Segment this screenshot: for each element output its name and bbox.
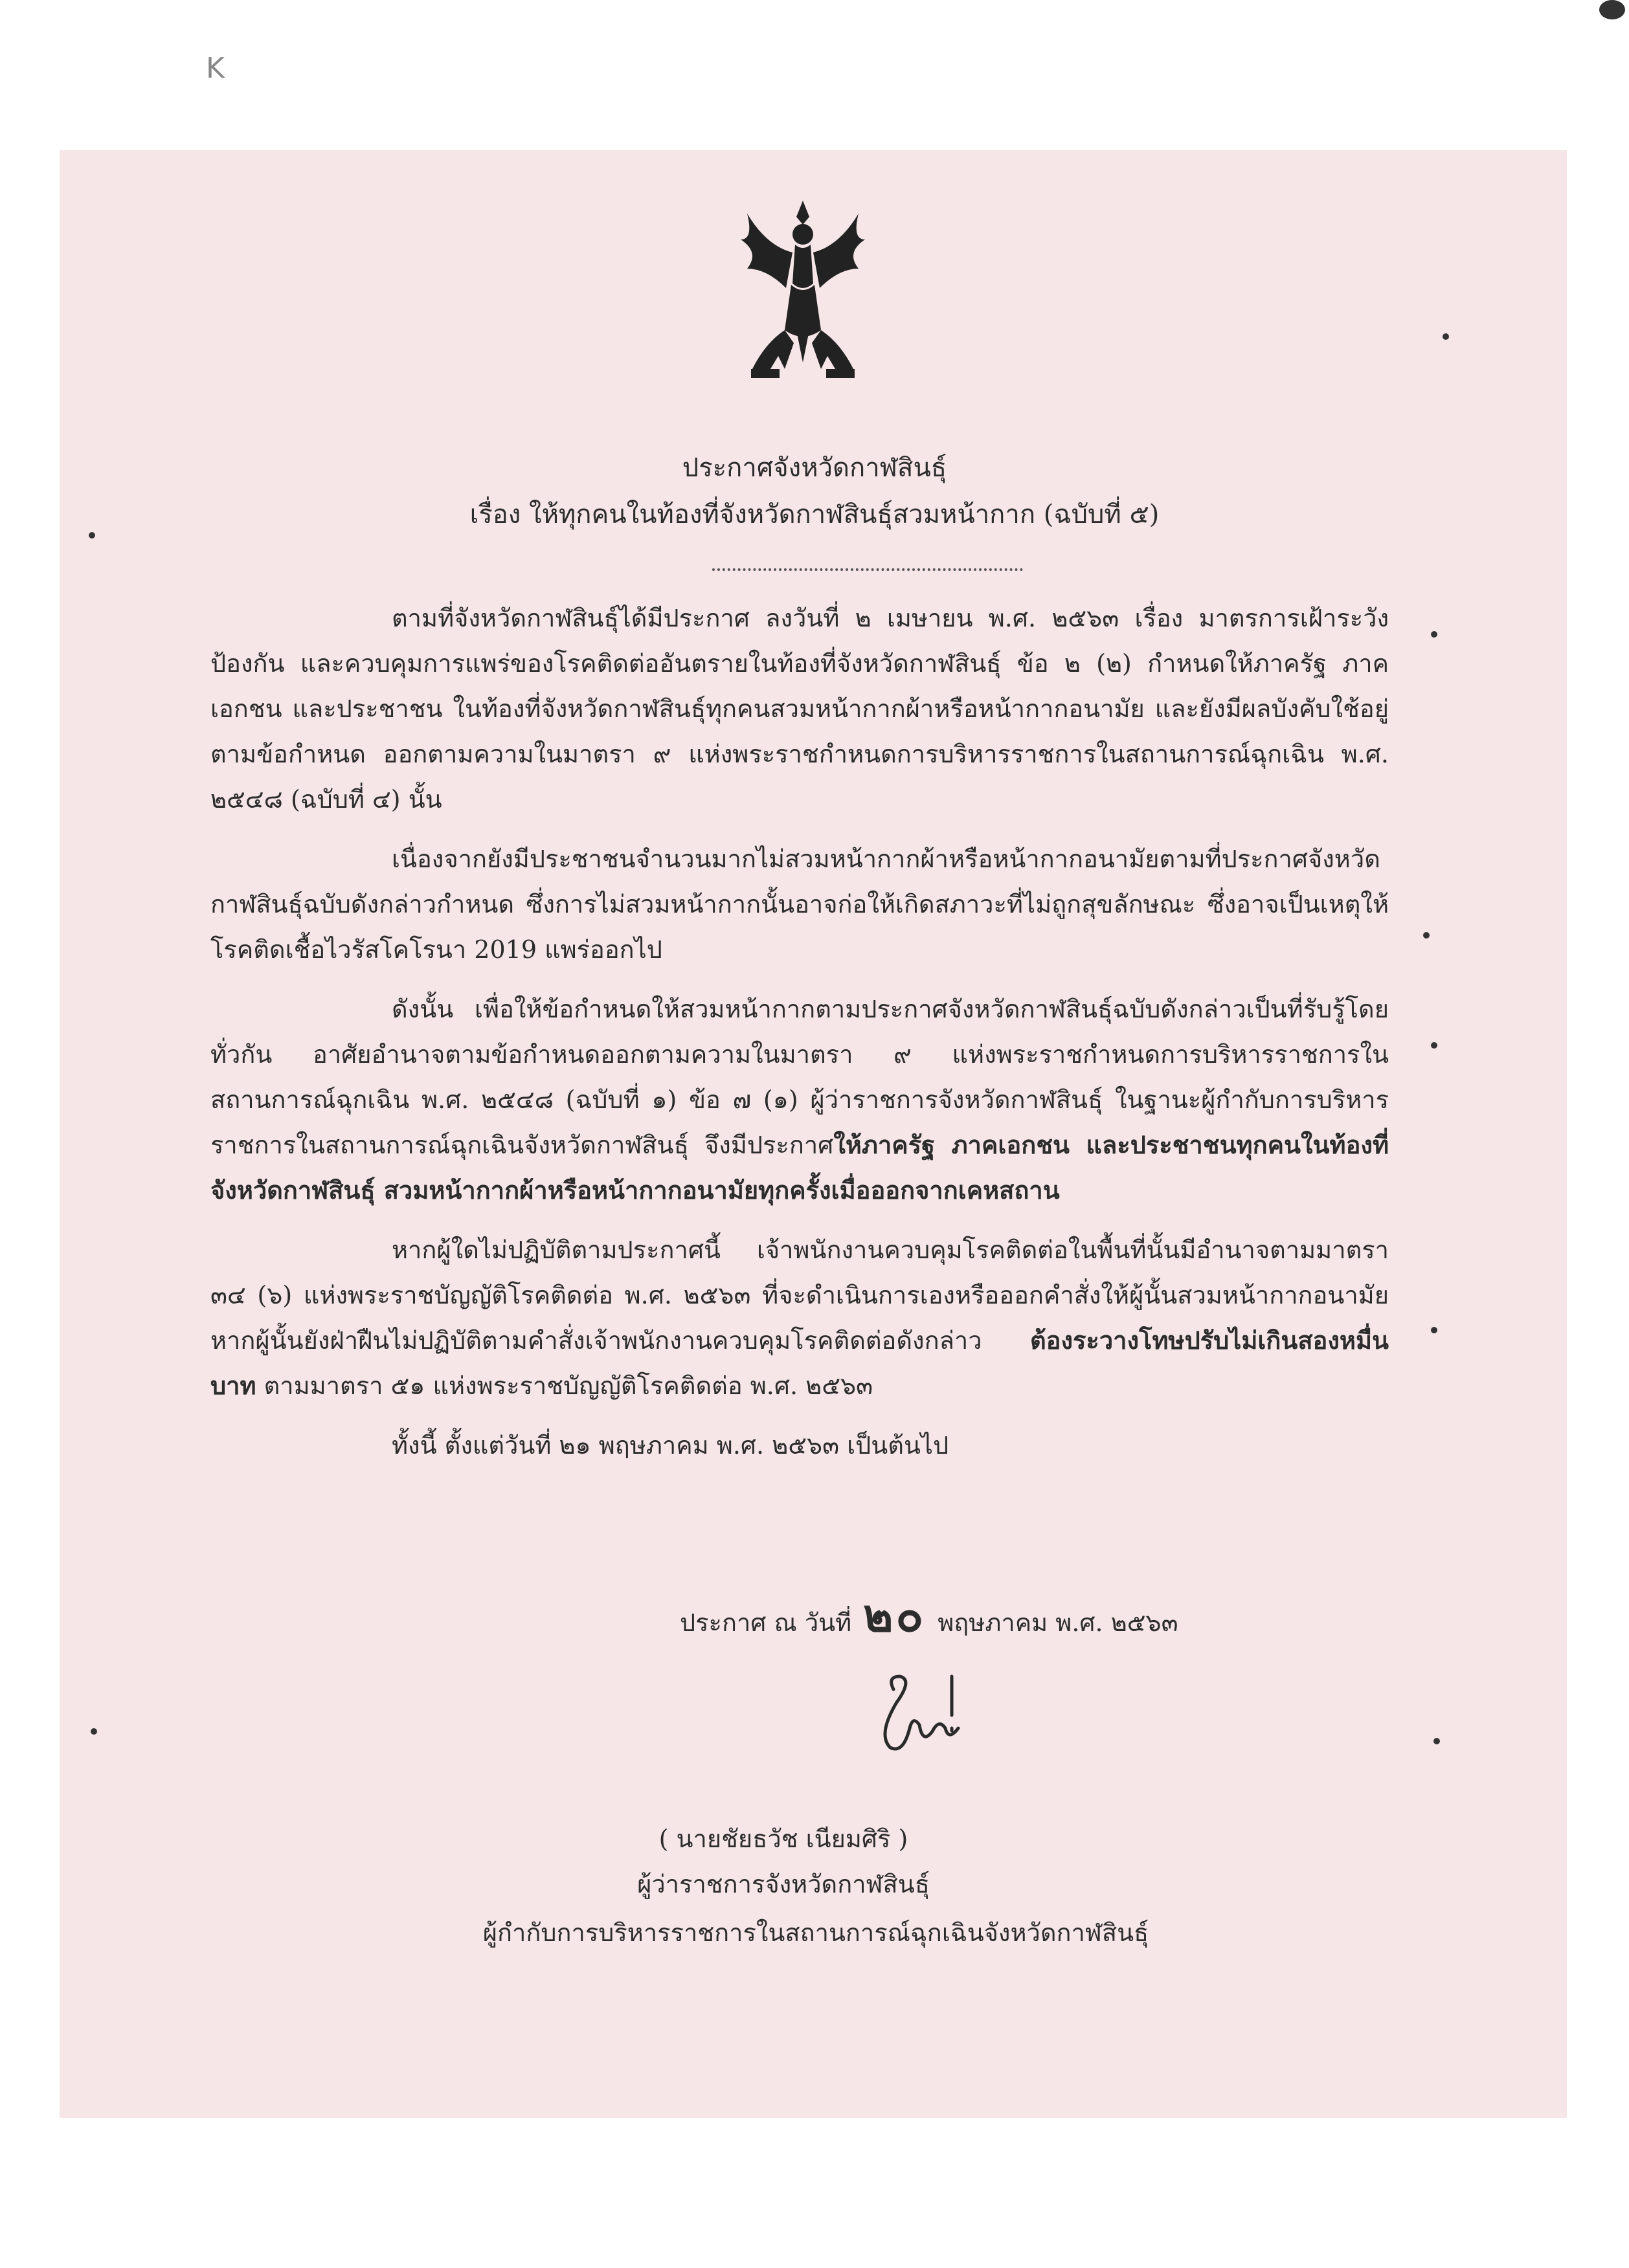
body-paragraph [210, 986, 1389, 1213]
announcement-title: ประกาศจังหวัดกาฬสินธุ์ [682, 453, 947, 483]
scan-dot [1433, 1738, 1440, 1744]
corner-mark: K [206, 52, 225, 85]
signer-name: ( นายชัยธวัช เนียมศิริ ) [658, 1825, 908, 1853]
emphasized-text: ต้องระวางโทษปรับไม่เกินสองหมื่นบาท [210, 1326, 1389, 1400]
announcement-subject: เรื่อง ให้ทุกคนในท้องที่จังหวัดกาฬสินธุ์สวมหน้ากาก (ฉบับที่ ๕) [469, 500, 1160, 529]
title-divider [712, 568, 1023, 571]
date-handwritten-day: ๒๐ [863, 1589, 927, 1642]
paragraph-text: เนื่องจากยังมีประชาชนจำนวนมากไม่สวมหน้ากากผ้าหรือหน้ากากอนามัยตามที่ประกาศจังหวัดกาฬสินธุ์ฉบับดังกล่าวกำหนด ซึ่งการไม่สวมหน้ากากนั้นอาจก่อให้เกิดสภาวะที่ไม่ถูกสุขลักษณะ ซึ่งอาจเป็นเหตุให้โรคติดเชื้อไวรัสโคโรนา 2019 แพร่ออกไป [210, 845, 1389, 964]
date-suffix: พฤษภาคม พ.ศ. ๒๕๖๓ [938, 1608, 1178, 1637]
paragraph-text: ดังนั้น เพื่อให้ข้อกำหนดให้สวมหน้ากากตามประกาศจังหวัดกาฬสินธุ์ฉบับดังกล่าวเป็นที่รับรู้โดยทั่วกัน อาศัยอำนาจตามข้อกำหนดออกตามความในมาตรา ๙ แห่งพระราชกำหนดการบริหารราชการในสถานการณ์ฉุกเฉิน พ.ศ. ๒๕๔๘ (ฉบับที่ ๑) ข้อ ๗ (๑) ผู้ว่าราชการจังหวัดกาฬสินธุ์ ในฐานะผู้กำกับการบริหารราชการในสถานการณ์ฉุกเฉินจังหวัดกาฬสินธุ์ จึงมีประกาศ [210, 995, 1389, 1159]
scan-dot [1423, 932, 1430, 939]
body-paragraph [210, 836, 1389, 972]
scan-dot [1431, 631, 1437, 638]
garuda-emblem [725, 194, 881, 401]
body-paragraph [210, 595, 1389, 822]
body-paragraph [210, 1227, 1389, 1408]
paragraph-text: ทั้งนี้ ตั้งแต่วันที่ ๒๑ พฤษภาคม พ.ศ. ๒๕๖๓ เป็นต้นไป [392, 1431, 949, 1460]
scan-dot [91, 1728, 97, 1735]
scan-dot [1431, 1327, 1437, 1333]
scan-dot [1431, 1042, 1437, 1049]
governor-signature [855, 1663, 997, 1793]
paragraph-text: ตามมาตรา ๕๑ แห่งพระราชบัญญัติโรคติดต่อ พ.ศ. ๒๕๖๓ [256, 1372, 873, 1400]
scan-dot [1443, 333, 1449, 340]
signer-position: ผู้ว่าราชการจังหวัดกาฬสินธุ์ [637, 1870, 930, 1898]
paragraph-text: ตามที่จังหวัดกาฬสินธุ์ได้มีประกาศ ลงวันที่ ๒ เมษายน พ.ศ. ๒๕๖๓ เรื่อง มาตรการเฝ้าระวัง ป้องกัน และควบคุมการแพร่ของโรคติดต่ออันตรายในท้องที่จังหวัดกาฬสินธุ์ ข้อ ๒ (๒) กำหนดให้ภาครัฐ ภาคเอกชน และประชาชน ในท้องที่จังหวัดกาฬสินธุ์ทุกคนสวมหน้ากากผ้าหรือหน้ากากอนามัย และยังมีผลบังคับใช้อยู่ตามข้อกำหนด ออกตามความในมาตรา ๙ แห่งพระราชกำหนดการบริหารราชการในสถานการณ์ฉุกเฉิน พ.ศ. ๒๕๔๘ (ฉบับที่ ๔) นั้น [210, 604, 1389, 814]
signer-position-2: ผู้กำกับการบริหารราชการในสถานการณ์ฉุกเฉินจังหวัดกาฬสินธุ์ [482, 1918, 1149, 1947]
scan-edge-mark [1599, 0, 1625, 19]
announcement-body [210, 595, 1389, 1482]
emphasized-text: ให้ภาครัฐ ภาคเอกชน และประชาชนทุกคนในท้องที่จังหวัดกาฬสินธุ์ สวมหน้ากากผ้าหรือหน้ากากอนามัยทุกครั้งเมื่อออกจากเคหสถาน [210, 1130, 1389, 1205]
announcement-date [680, 1579, 1178, 1651]
paragraph-text: หากผู้ใดไม่ปฏิบัติตามประกาศนี้ เจ้าพนักงานควบคุมโรคติดต่อในพื้นที่นั้นมีอำนาจตามมาตรา ๓๔ (๖) แห่งพระราชบัญญัติโรคติดต่อ พ.ศ. ๒๕๖๓ ที่จะดำเนินการเองหรือออกคำสั่งให้ผู้นั้นสวมหน้ากากอนามัย หากผู้นั้นยังฝ่าฝืนไม่ปฏิบัติตามคำสั่งเจ้าพนักงานควบคุมโรคติดต่อดังกล่าว [210, 1236, 1389, 1355]
body-paragraph [210, 1423, 1389, 1468]
date-prefix: ประกาศ ณ วันที่ [680, 1608, 852, 1637]
